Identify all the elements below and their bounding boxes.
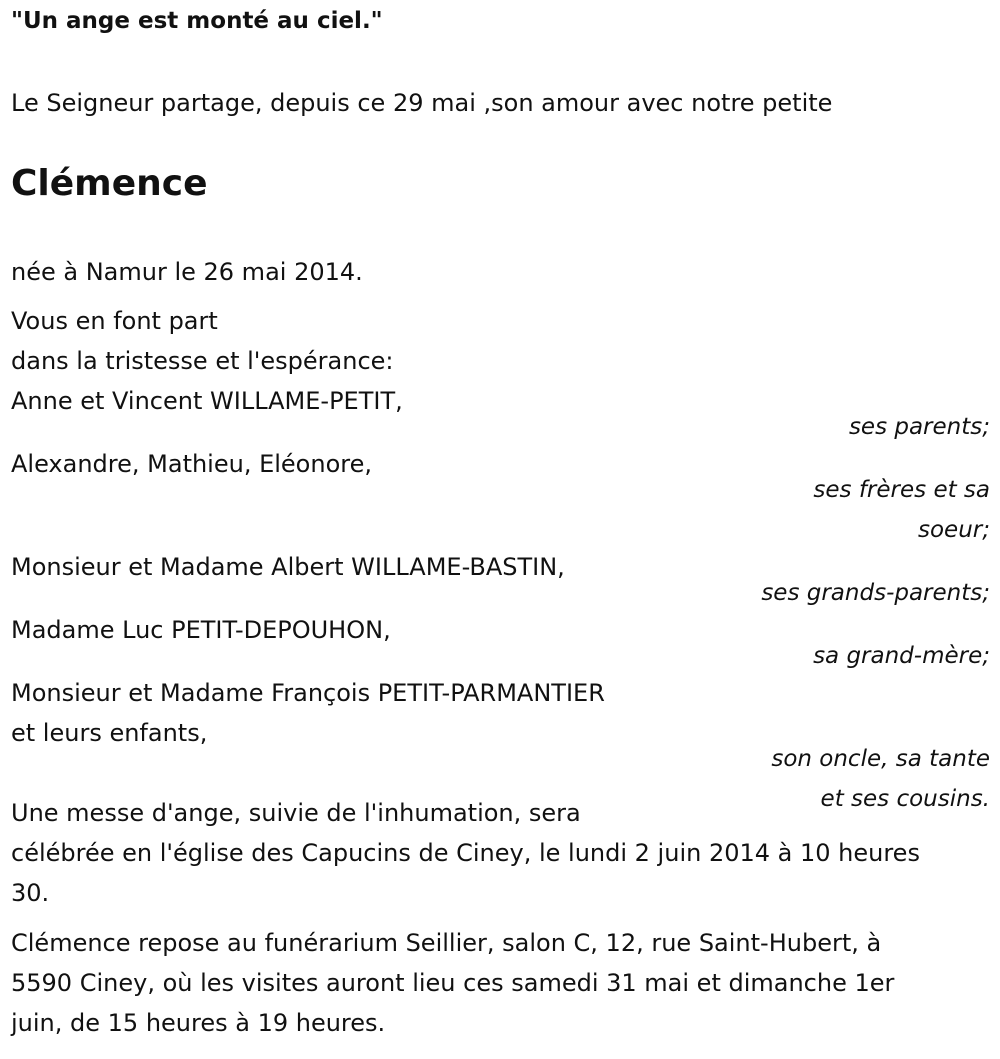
mass-info: Une messe d'ange, suivie de l'inhumation, sera — [11, 799, 581, 827]
family-names: Madame Luc PETIT-DEPOUHON, — [11, 616, 391, 644]
birth-info: née à Namur le 26 mai 2014. — [11, 258, 363, 286]
family-relation: et ses cousins. — [820, 786, 990, 812]
visit-info: juin, de 15 heures à 19 heures. — [11, 1009, 386, 1037]
announce-line: Vous en font part — [11, 307, 218, 335]
family-names: Alexandre, Mathieu, Eléonore, — [11, 450, 372, 478]
family-relation: ses parents; — [848, 414, 990, 440]
family-names: et leurs enfants, — [11, 719, 208, 747]
announce-line: dans la tristesse et l'espérance: — [11, 347, 394, 375]
family-relation: soeur; — [918, 517, 990, 543]
intro-text: Le Seigneur partage, depuis ce 29 mai ,son amour avec notre petite — [11, 89, 833, 117]
family-relation: ses frères et sa — [813, 477, 990, 503]
family-relation: ses grands-parents; — [761, 580, 990, 606]
family-names: Monsieur et Madame François PETIT-PARMANTIER — [11, 679, 605, 707]
family-names: Monsieur et Madame Albert WILLAME-BASTIN, — [11, 553, 565, 581]
visit-info: 5590 Ciney, où les visites auront lieu ces samedi 31 mai et dimanche 1er — [11, 969, 895, 997]
family-relation: son oncle, sa tante — [771, 746, 990, 772]
deceased-name: Clémence — [11, 163, 208, 204]
visit-info: Clémence repose au funérarium Seillier, salon C, 12, rue Saint-Hubert, à — [11, 929, 882, 957]
family-relation: sa grand-mère; — [813, 643, 990, 669]
mass-info: célébrée en l'église des Capucins de Ciney, le lundi 2 juin 2014 à 10 heures — [11, 839, 920, 867]
family-names: Anne et Vincent WILLAME-PETIT, — [11, 387, 403, 415]
mass-info: 30. — [11, 879, 50, 907]
opening-quote: "Un ange est monté au ciel." — [11, 8, 383, 34]
